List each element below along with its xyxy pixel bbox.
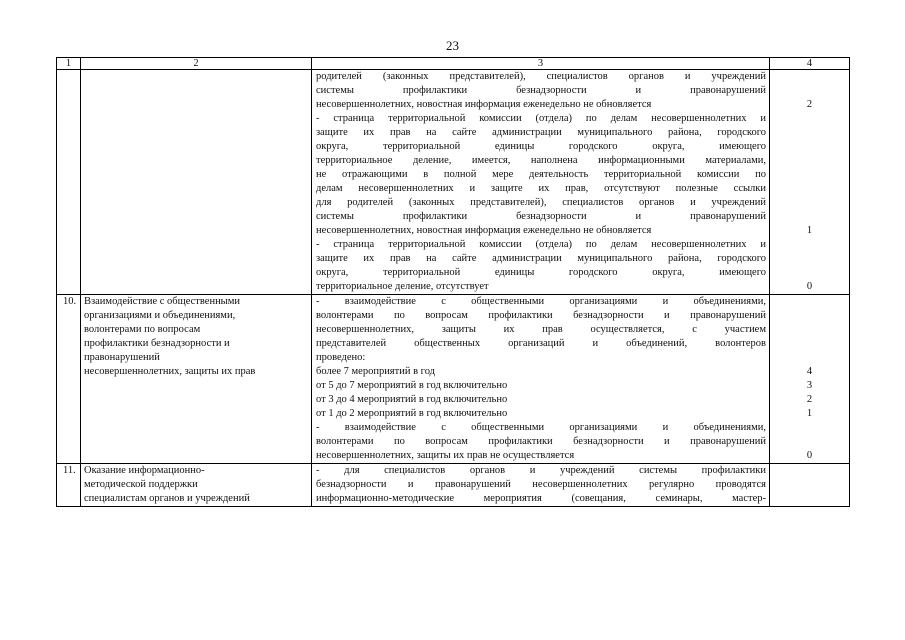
description-line: несовершеннолетних, новостная информация еженедельно не обновляется: [316, 99, 652, 110]
header-col-2: 2: [81, 58, 312, 70]
criterion-text: Взаимодействие с общественными: [84, 296, 241, 307]
description-line: от 1 до 2 мероприятий в год включительно: [316, 408, 508, 419]
description-line: несовершеннолетних, защиты их прав осуществляется, с участием: [316, 324, 766, 335]
description-line: - страница территориальной комиссии (отдела) по делам несовершеннолетних и: [316, 239, 766, 250]
criteria-table: [56, 57, 850, 507]
score-cell: [770, 464, 850, 507]
description-line: представителей общественных организаций и объединений, волонтеров: [316, 338, 766, 349]
criterion-text: организациями и объединениями,: [84, 310, 236, 321]
description-cell: [312, 464, 770, 507]
header-col-3: 3: [312, 58, 770, 70]
description-line: защите их прав на сайте администрации муниципального района, городского: [316, 253, 766, 264]
description-line: волонтерами по вопросам профилактики безнадзорности и правонарушений: [316, 310, 766, 321]
description-cell: [312, 70, 770, 295]
description-line: несовершеннолетних, новостная информация еженедельно не обновляется: [316, 225, 652, 236]
table-row: [57, 464, 850, 507]
score-value: 4: [806, 366, 813, 377]
criterion-text: специалистам органов и учреждений: [84, 493, 250, 504]
criterion-text: Оказание информационно-: [84, 465, 205, 476]
description-line: делам несовершеннолетних и защите их прав, отсутствуют полезные ссылки: [316, 183, 766, 194]
page-number: 23: [446, 38, 459, 53]
description-line: территориальное деление, имеется, наполнена информационными материалами,: [316, 155, 766, 166]
score-value: 2: [806, 394, 813, 405]
row-number: 11.: [57, 464, 81, 507]
description-line: системы профилактики безнадзорности и правонарушений: [316, 211, 766, 222]
table-header-row: [57, 58, 850, 70]
score-cell: [770, 295, 850, 464]
score-value: 1: [806, 225, 813, 236]
description-line: - страница территориальной комиссии (отдела) по делам несовершеннолетних и: [316, 113, 766, 124]
description-line: округа, территориальной единицы городского округа, имеющего: [316, 141, 766, 152]
description-line: безнадзорности и правонарушений несовершеннолетних регулярно проводятся: [316, 479, 766, 490]
table-row: [57, 70, 850, 295]
description-line: от 5 до 7 мероприятий в год включительно: [316, 380, 508, 391]
row-number: 10.: [57, 295, 81, 464]
criterion-text: правонарушений: [84, 352, 160, 363]
description-line: территориальное деление, отсутствует: [316, 281, 489, 292]
score-value: 0: [806, 281, 813, 292]
description-line: проведено:: [316, 352, 366, 363]
description-line: - взаимодействие с общественными организациями и объединениями,: [316, 296, 766, 307]
table-row: [57, 295, 850, 464]
description-line: округа, территориальной единицы городского округа, имеющего: [316, 267, 766, 278]
score-value: 0: [806, 450, 813, 461]
description-line: волонтерами по вопросам профилактики безнадзорности и правонарушений: [316, 436, 766, 447]
description-line: несовершеннолетних, защиты их прав не осуществляется: [316, 450, 575, 461]
header-col-4: 4: [770, 58, 850, 70]
description-line: - взаимодействие с общественными организациями и объединениями,: [316, 422, 766, 433]
description-line: не отражающими в полной мере деятельность территориальной комиссии по: [316, 169, 766, 180]
score-cell: [770, 70, 850, 295]
criterion-cell: [81, 70, 312, 295]
criterion-text: методической поддержки: [84, 479, 198, 490]
row-number: [57, 70, 81, 295]
description-line: от 3 до 4 мероприятий в год включительно: [316, 394, 508, 405]
description-cell: [312, 295, 770, 464]
criterion-cell: [81, 464, 312, 507]
description-line: защите их прав на сайте администрации муниципального района, городского: [316, 127, 766, 138]
description-line: более 7 мероприятий в год: [316, 366, 436, 377]
description-line: родителей (законных представителей), специалистов органов и учреждений: [316, 71, 766, 82]
description-line: - для специалистов органов и учреждений системы профилактики: [316, 465, 766, 476]
score-value: 3: [806, 380, 813, 391]
description-line: системы профилактики безнадзорности и правонарушений: [316, 85, 766, 96]
criterion-text: профилактики безнадзорности и: [84, 338, 230, 349]
description-line: информационно-методические мероприятия (совещания, семинары, мастер-: [316, 493, 766, 504]
criterion-text: несовершеннолетних, защиты их прав: [84, 366, 256, 377]
score-value: 2: [806, 99, 813, 110]
criterion-cell: [81, 295, 312, 464]
score-value: 1: [806, 408, 813, 419]
description-line: для родителей (законных представителей), специалистов органов и учреждений: [316, 197, 766, 208]
header-col-1: 1: [57, 58, 81, 70]
criterion-text: волонтерами по вопросам: [84, 324, 201, 335]
